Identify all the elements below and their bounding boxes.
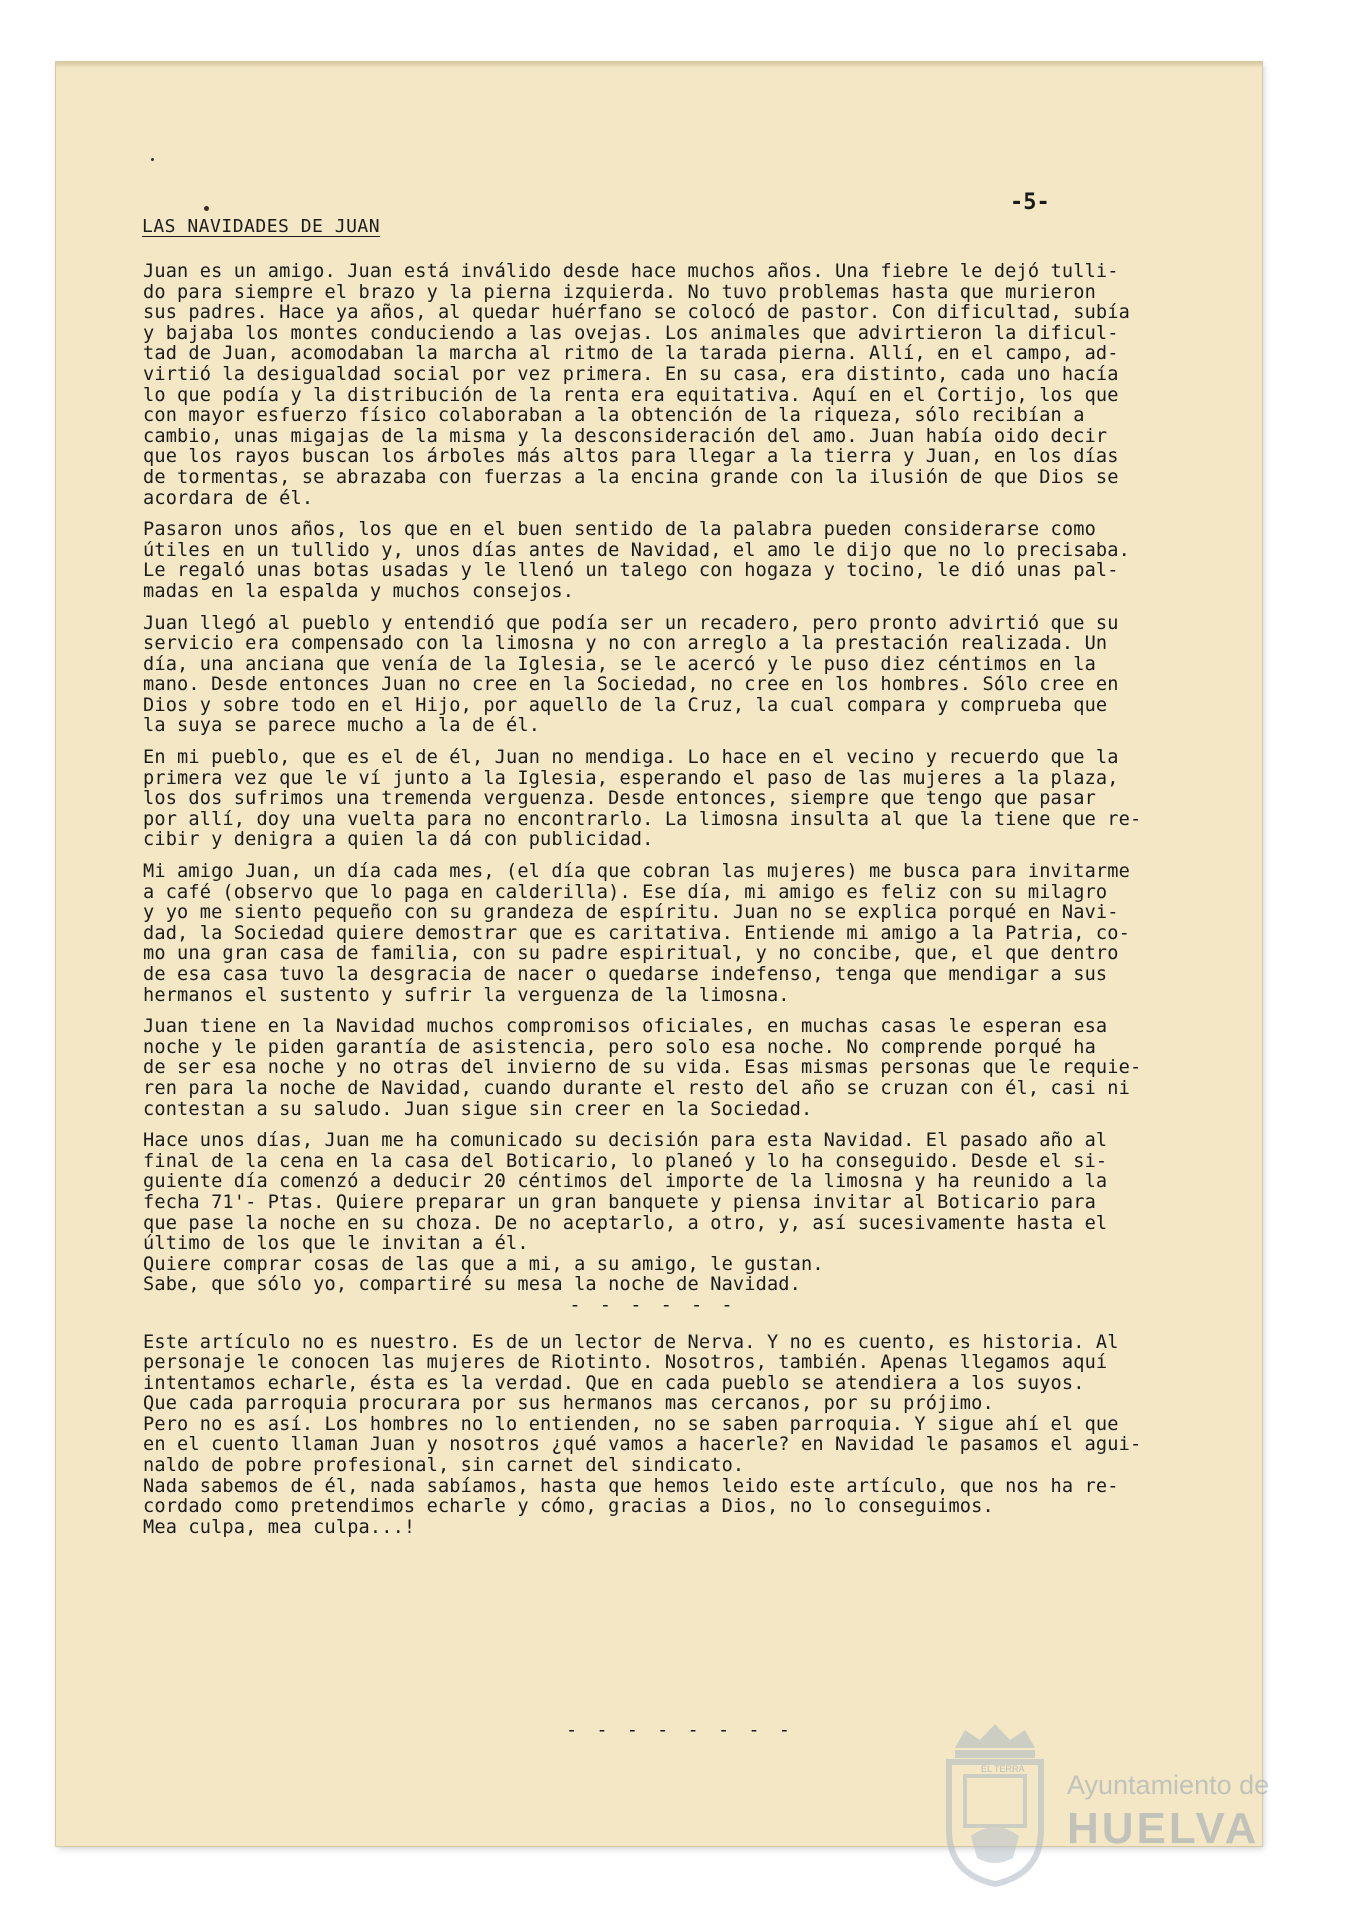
watermark-city: HUELVA xyxy=(1067,1804,1260,1853)
paragraph: En mi pueblo, que es el de él, Juan no mendiga. Lo hace en el vecino y recuerdo que la primera vez que le ví junto a la Iglesia, esperando el paso de las mujeres a la plaza, los dos sufrimos una tremenda verguenza. Desde entonces, siempre que tengo que pasar por allí, doy una vuelta para no encontrarlo. La limosna insulta al que la tiene que re- cibir y denigra a quien la dá con publicidad. xyxy=(143,747,1142,851)
section-separator: - - - - - - xyxy=(569,1294,737,1316)
ink-speck xyxy=(204,206,209,211)
page-number: -5- xyxy=(1010,190,1050,215)
coat-of-arms-icon xyxy=(935,1718,1055,1888)
paragraph: Pasaron unos años, los que en el buen sentido de la palabra pueden considerarse como útiles en un tullido y, unos días antes de Navidad, el amo le dijo que no lo precisaba. Le regaló unas botas usadas y le llenó un talego con hogaza y tocino, le dió unas pal- madas en la espalda y muchos consejos. xyxy=(143,519,1130,602)
paragraph: Hace unos días, Juan me ha comunicado su decisión para esta Navidad. El pasado año al final de la cena en la casa del Boticario, lo planeó y lo ha conseguido. Desde el si- guiente día comenzó a deducir 20 céntimos del importe de la limosna y ha reunido a la fecha 71'- Ptas. Quiere preparar un gran banquete y piensa invitar al Boticario para que pase la noche en su choza. De no aceptarlo, a otro, y, así sucesivamente hasta el último de los que le invitan a él. Quiere comprar cosas de las que a mi, a su amigo, le gustan. Sabe, que sólo yo, compartiré su mesa la noche de Navidad. xyxy=(143,1130,1108,1296)
watermark-label: Ayuntamiento de xyxy=(1067,1770,1270,1800)
page-title: LAS NAVIDADES DE JUAN xyxy=(142,216,381,237)
article-body xyxy=(143,262,1163,1549)
paragraph: Mi amigo Juan, un día cada mes, (el día que cobran las mujeres) me busca para invitarme a café (observo que lo paga en calderilla). Ese día, mi amigo es feliz con su milagro y yo me siento pequeño con su grandeza de espíritu. Juan no se explica porqué en Navi- dad, la Sociedad quiere demostrar que es caritativa. Entiende mi amigo a la Patria, co- mo una gran casa de familia, con su padre espiritual, y no concibe, que, el que dentro de esa casa tuvo la desgracia de nacer o quedarse indefenso, tenga que mendigar a sus hermanos el sustento y sufrir la verguenza de la limosna. xyxy=(143,861,1130,1006)
ink-speck xyxy=(151,158,154,161)
paragraph: Juan llegó al pueblo y entendió que podía ser un recadero, pero pronto advirtió que su servicio era compensado con la limosna y no con arreglo a la prestación realizada. Un día, una anciana que venía de la Iglesia, se le acercó y le puso diez céntimos en la mano. Desde entonces Juan no cree en la Sociedad, no cree en los hombres. Sólo cree en Dios y sobre todo en el Hijo, por aquello de la Cruz, la cual compara y comprueba que la suya se parece mucho a la de él. xyxy=(143,612,1119,737)
paragraph: Juan es un amigo. Juan está inválido desde hace muchos años. Una fiebre le dejó tulli- do para siempre el brazo y la pierna izquierda. No tuvo problemas hasta que murieron sus padres. Hace ya años, al quedar huérfano se colocó de pastor. Con dificultad, subía y bajaba los montes conduciendo a las ovejas. Los animales que advirtieron la dificul- tad de Juan, acomodaban la marcha al ritmo de la tarada pierna. Allí, en el campo, ad- virtió la desigualdad social por vez primera. En su casa, era distinto, cada uno hacía lo que podía y la distribución de la renta era equitativa. Aquí en el Cortijo, los que con mayor esfuerzo físico colaboraban a la obtención de la riqueza, sólo recibían a cambio, unas migajas de la misma y la desconsideración del amo. Juan había oido decir que los rayos buscan los árboles más altos para llegar a la tierra y Juan, en los días de tormentas, se abrazaba con fuerzas a la encina grande con la ilusión de que Dios se acordara de él. xyxy=(143,261,1130,509)
page-top-edge xyxy=(56,62,1262,68)
seal-text: EL TERRA xyxy=(981,1764,1025,1774)
editorial-note: Este artículo no es nuestro. Es de un lector de Nerva. Y no es cuento, es historia. Al personaje le conocen las mujeres de Riotinto. Nosotros, también. Apenas llegamos aquí intentamos echarle, ésta es la verdad. Que en cada pueblo se atendiera a los suyos. Que cada parroquia procurara por sus hermanos mas cercanos, por su prójimo. Pero no es así. Los hombres no lo entienden, no se saben parroquia. Y sigue ahí el que en el cuento llaman Juan y nosotros ¿qué vamos a hacerle? en Navidad le pasamos el agui- naldo de pobre profesional, sin carnet del sindicato. Nada sabemos de él, nada sabíamos, hasta que hemos leido este artículo, que nos ha re- cordado como pretendimos echarle y cómo, gracias a Dios, no lo conseguimos. Mea culpa, mea culpa...! xyxy=(143,1331,1142,1538)
watermark xyxy=(935,1718,1275,1888)
closing-separator: - - - - - - - - xyxy=(566,1720,794,1741)
paragraph: Juan tiene en la Navidad muchos compromisos oficiales, en muchas casas le esperan esa noche y le piden garantía de asistencia, pero solo esa noche. No comprende porqué ha de ser esa noche y no otras del invierno de su vida. Esas mismas personas que le requie- ren para la noche de Navidad, cuando durante el resto del año se cruzan con él, casi ni contestan a su saludo. Juan sigue sin creer en la Sociedad. xyxy=(143,1016,1142,1120)
